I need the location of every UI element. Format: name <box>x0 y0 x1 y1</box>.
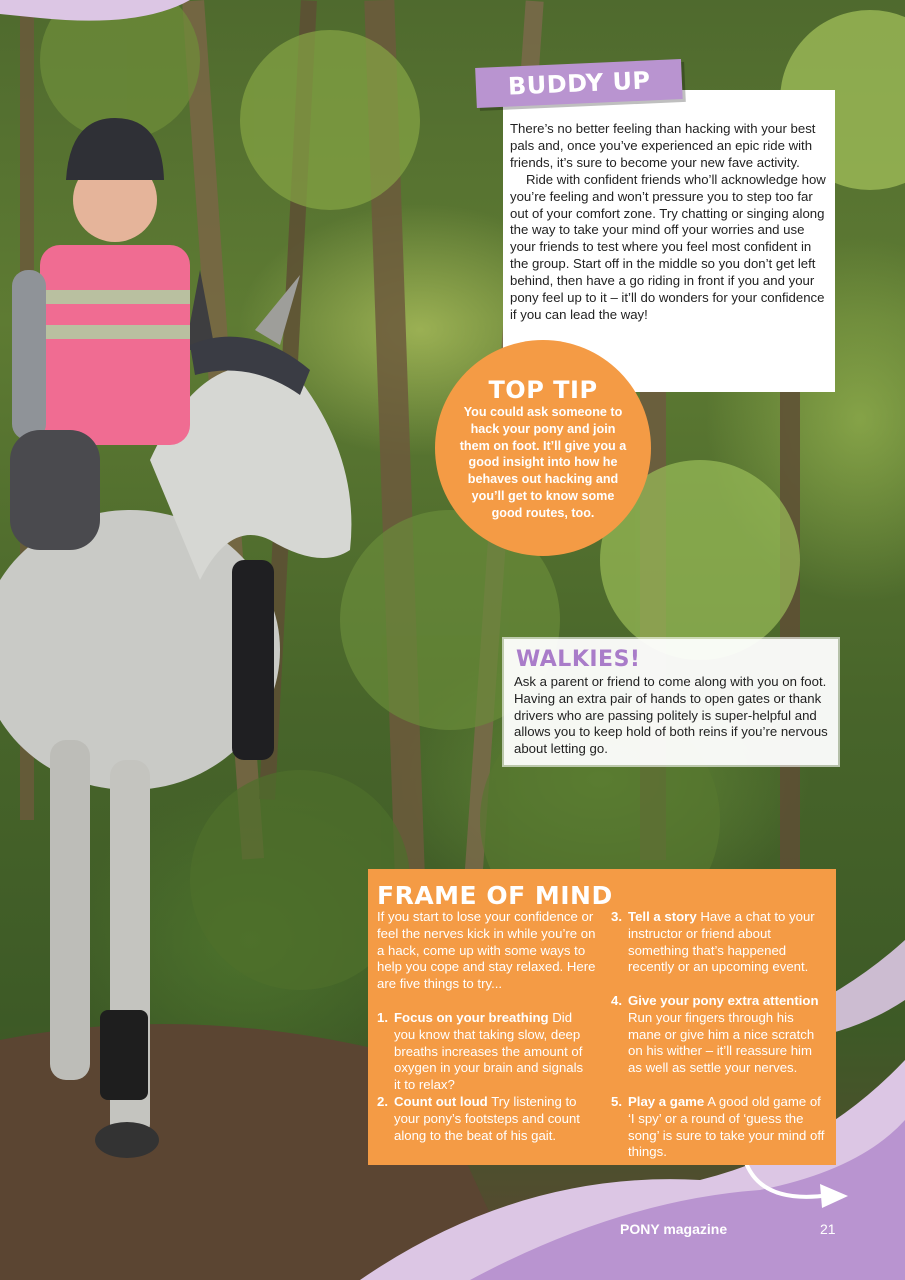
tip-item-3 <box>611 909 829 976</box>
tip-text: Did you know that taking slow, deep breaths increases the amount of oxygen in your brain and signals it to relax? <box>394 1010 584 1093</box>
tip-item-4 <box>611 993 829 1077</box>
tip-number: 3. <box>611 909 622 924</box>
tip-text: Try listening to your pony’s footsteps and count along to the beat of his gait. <box>394 1094 580 1143</box>
tip-title: Play a game <box>628 1094 705 1109</box>
tip-number: 2. <box>377 1094 388 1109</box>
top-tip-heading: TOP TIP <box>488 376 598 404</box>
buddy-up-para-2 <box>510 172 830 324</box>
buddy-up-text <box>510 121 830 324</box>
walkies-panel <box>504 639 838 765</box>
frame-of-mind-heading: FRAME OF MIND <box>377 881 613 910</box>
tip-number: 5. <box>611 1094 622 1109</box>
top-tip-text: You could ask someone to hack your pony and join them on foot. It’ll give you a good insight into how he behaves out hacking and you’ll get to know some good routes, too. <box>459 405 627 520</box>
tip-text: A good old game of ‘I spy’ or a round of ‘guess the song’ is sure to take your mind off things. <box>628 1094 825 1160</box>
frame-of-mind-panel <box>368 869 836 1165</box>
frame-of-mind-intro: If you start to lose your confidence or feel the nerves kick in while you’re on a hack, come up with some ways to help you cope and stay relaxed. Here are five things to try... <box>377 909 596 992</box>
tip-title: Tell a story <box>628 909 697 924</box>
top-tip-circle <box>435 340 651 556</box>
tip-item-5 <box>611 1094 829 1161</box>
tip-title: Count out loud <box>394 1094 488 1109</box>
walkies-text: Ask a parent or friend to come along with you on foot. Having an extra pair of hands to open gates or thank drivers who are passing politely is super-helpful and allows you to keep hold of both reins if you’re nervous about letting go. <box>514 674 828 757</box>
tip-title: Give your pony extra attention <box>628 993 819 1008</box>
buddy-up-para-2-text: Ride with confident friends who’ll acknowledge how you’re feeling and won’t pressure you to step too far out of your comfort zone. Try chatting or singing along the way to take your mind off your worries and use your friends to test where you feel most confident in the group. Start off in the middle so you don’t get left behind, then have a go riding in front if you and your pony feel up to it – it’ll do wonders for your confidence if you can lead the way! <box>510 171 826 322</box>
tip-item-2 <box>377 1094 592 1144</box>
tip-item-1 <box>377 1010 592 1094</box>
tip-number: 4. <box>611 993 622 1008</box>
tip-text: Run your fingers through his mane or give him a nice scratch on his wither – it’ll reassure him as well as settle your nerves. <box>628 1009 815 1076</box>
magazine-brand: PONY magazine <box>620 1221 728 1237</box>
tip-number: 1. <box>377 1010 388 1025</box>
page-number: 21 <box>820 1221 836 1237</box>
tip-title: Focus on your breathing <box>394 1010 549 1025</box>
tip-text: Have a chat to your instructor or friend about something that’s happened recently or an upcoming event. <box>628 909 815 975</box>
walkies-heading: WALKIES! <box>516 647 641 672</box>
buddy-up-heading: BUDDY UP <box>507 66 652 101</box>
buddy-up-para-1: There’s no better feeling than hacking with your best pals and, once you’ve experienced an epic ride with friends, it’s sure to become your new fave activity. <box>510 121 816 170</box>
